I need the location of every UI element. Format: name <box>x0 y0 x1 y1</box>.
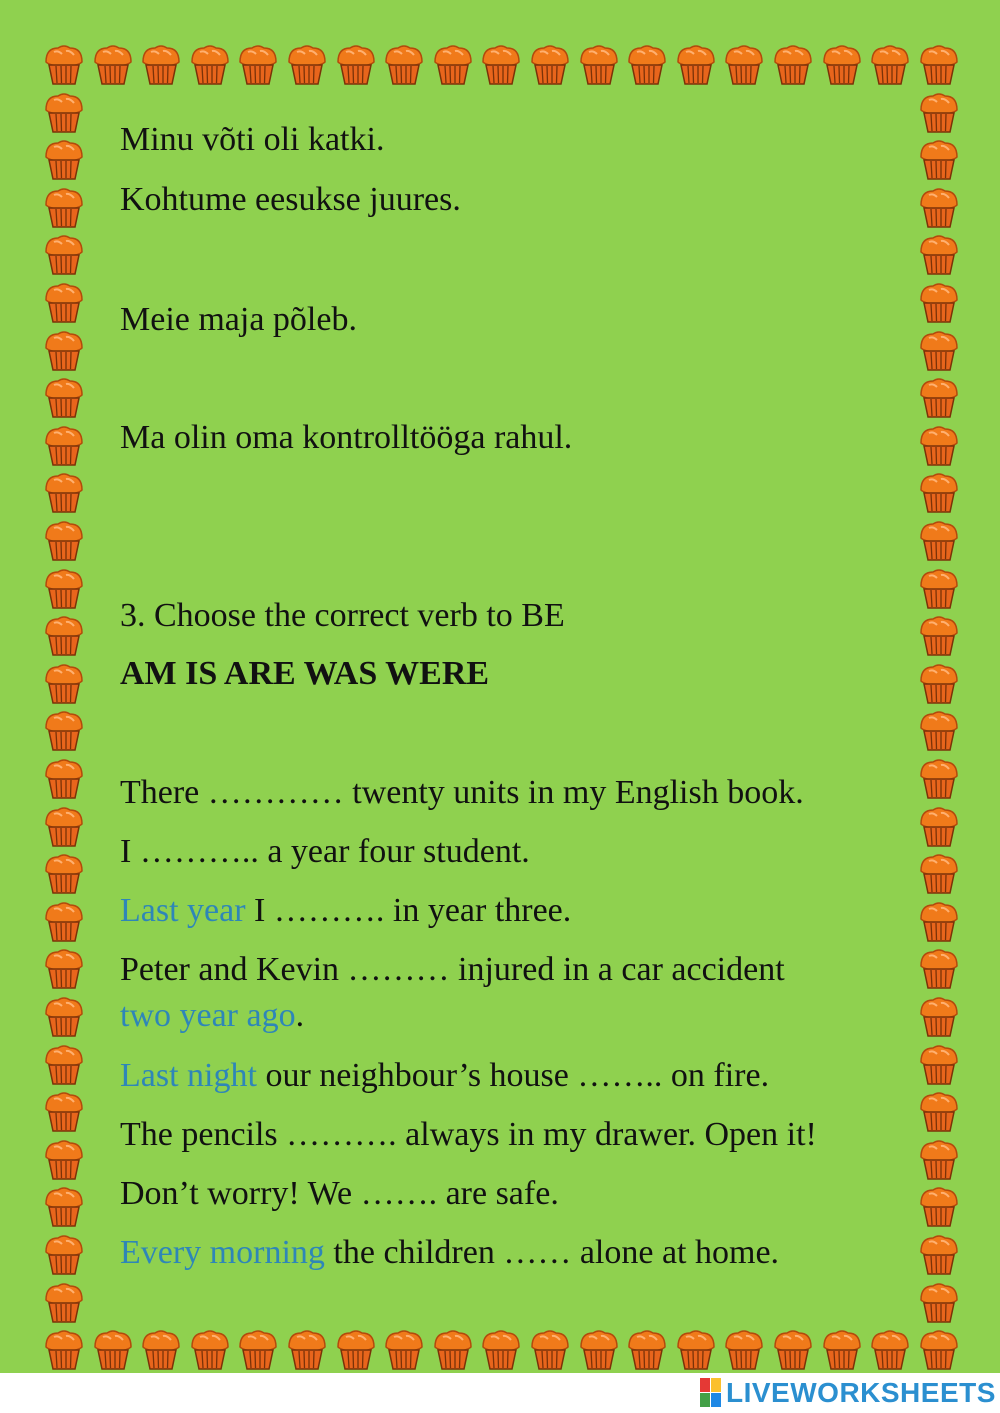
muffin-icon <box>917 946 961 990</box>
muffin-icon <box>917 756 961 800</box>
sentence-6 <box>120 1115 817 1155</box>
muffin-icon <box>917 185 961 229</box>
muffin-icon <box>188 1327 232 1371</box>
muffin-icon <box>188 42 232 86</box>
muffin-icon <box>917 232 961 276</box>
muffin-icon <box>917 1232 961 1276</box>
muffin-icon <box>334 1327 378 1371</box>
muffin-icon <box>917 280 961 324</box>
muffin-icon <box>139 1327 183 1371</box>
muffin-icon <box>479 42 523 86</box>
sentence-7-text: Don’t worry! We ……. are safe. <box>120 1175 559 1212</box>
muffin-icon <box>42 566 86 610</box>
muffin-icon <box>42 328 86 372</box>
muffin-icon <box>42 1327 86 1371</box>
muffin-icon <box>577 42 621 86</box>
muffin-icon <box>42 1089 86 1133</box>
muffin-icon <box>42 1042 86 1086</box>
estonian-line-3: Meie maja põleb. <box>120 301 357 338</box>
muffin-icon <box>42 1184 86 1228</box>
muffin-icon <box>917 1327 961 1371</box>
muffin-icon <box>625 1327 669 1371</box>
muffin-icon <box>431 1327 475 1371</box>
muffin-icon <box>42 423 86 467</box>
liveworksheets-logo-icon <box>700 1378 722 1408</box>
muffin-icon <box>917 1280 961 1324</box>
sentence-5-highlight: Last night <box>120 1057 257 1094</box>
muffin-icon <box>42 994 86 1038</box>
sentence-7 <box>120 1174 559 1214</box>
muffin-icon <box>917 899 961 943</box>
muffin-icon <box>42 42 86 86</box>
muffin-icon <box>917 994 961 1038</box>
verb-options: AM IS ARE WAS WERE <box>120 655 490 692</box>
sentence-5-text: our neighbour’s house …….. on fire. <box>256 1057 770 1094</box>
sentence-8-text: the children …… alone at home. <box>324 1234 780 1271</box>
muffin-icon <box>917 1042 961 1086</box>
sentence-8 <box>120 1233 779 1273</box>
sentence-4-text: Peter and Kevin ……… injured in a car accident <box>120 951 785 988</box>
muffin-icon <box>674 42 718 86</box>
muffin-icon <box>722 42 766 86</box>
muffin-icon <box>820 1327 864 1371</box>
sentence-1 <box>120 773 804 813</box>
muffin-icon <box>771 42 815 86</box>
sentence-8-highlight: Every morning <box>120 1234 325 1271</box>
muffin-icon <box>917 804 961 848</box>
muffin-icon <box>722 1327 766 1371</box>
muffin-icon <box>917 613 961 657</box>
muffin-icon <box>479 1327 523 1371</box>
muffin-icon <box>917 518 961 562</box>
muffin-icon <box>917 661 961 705</box>
muffin-icon <box>42 946 86 990</box>
muffin-icon <box>42 1280 86 1324</box>
muffin-icon <box>917 90 961 134</box>
sentence-2-text: I ……….. a year four student. <box>120 833 530 870</box>
muffin-icon <box>42 232 86 276</box>
muffin-icon <box>91 42 135 86</box>
muffin-icon <box>42 851 86 895</box>
sentence-3-text: I ………. in year three. <box>245 892 572 929</box>
sentence-1-text: There ………… twenty units in my English book. <box>120 774 804 811</box>
muffin-icon <box>42 518 86 562</box>
sentence-4-continued <box>120 996 304 1036</box>
muffin-icon <box>674 1327 718 1371</box>
muffin-icon <box>431 42 475 86</box>
muffin-icon <box>528 42 572 86</box>
muffin-icon <box>42 756 86 800</box>
sentence-4b-highlight: two year ago <box>120 997 296 1034</box>
liveworksheets-logo[interactable] <box>700 1376 996 1410</box>
muffin-icon <box>917 851 961 895</box>
muffin-icon <box>917 375 961 419</box>
muffin-icon <box>42 1137 86 1181</box>
muffin-icon <box>236 1327 280 1371</box>
sentence-2 <box>120 832 530 872</box>
muffin-icon <box>917 1137 961 1181</box>
muffin-icon <box>771 1327 815 1371</box>
muffin-icon <box>42 470 86 514</box>
muffin-icon <box>285 42 329 86</box>
muffin-icon <box>868 1327 912 1371</box>
muffin-icon <box>285 1327 329 1371</box>
muffin-icon <box>42 661 86 705</box>
muffin-icon <box>917 470 961 514</box>
muffin-icon <box>42 280 86 324</box>
muffin-icon <box>625 42 669 86</box>
muffin-icon <box>334 42 378 86</box>
muffin-icon <box>42 375 86 419</box>
liveworksheets-brand-text: LIVEWORKSHEETS <box>726 1377 996 1408</box>
muffin-icon <box>917 1089 961 1133</box>
muffin-icon <box>42 1232 86 1276</box>
sentence-5 <box>120 1056 769 1096</box>
muffin-icon <box>382 1327 426 1371</box>
muffin-icon <box>917 566 961 610</box>
estonian-line-1: Minu võti oli katki. <box>120 121 385 158</box>
muffin-icon <box>820 42 864 86</box>
muffin-icon <box>139 42 183 86</box>
muffin-icon <box>577 1327 621 1371</box>
sentence-3 <box>120 891 571 931</box>
muffin-icon <box>42 899 86 943</box>
muffin-icon <box>382 42 426 86</box>
muffin-icon <box>917 423 961 467</box>
muffin-icon <box>42 804 86 848</box>
muffin-icon <box>917 42 961 86</box>
muffin-icon <box>236 42 280 86</box>
estonian-line-2: Kohtume eesukse juures. <box>120 181 461 218</box>
muffin-icon <box>917 137 961 181</box>
exercise-3-title: 3. Choose the correct verb to BE <box>120 597 565 634</box>
sentence-3-highlight: Last year <box>120 892 246 929</box>
muffin-icon <box>917 708 961 752</box>
muffin-icon <box>91 1327 135 1371</box>
sentence-4b-text: . <box>295 997 305 1034</box>
estonian-line-4: Ma olin oma kontrolltööga rahul. <box>120 419 573 456</box>
muffin-icon <box>42 613 86 657</box>
muffin-icon <box>42 137 86 181</box>
muffin-icon <box>42 90 86 134</box>
muffin-icon <box>528 1327 572 1371</box>
muffin-icon <box>868 42 912 86</box>
muffin-icon <box>42 185 86 229</box>
muffin-icon <box>917 328 961 372</box>
sentence-4 <box>120 950 785 990</box>
muffin-icon <box>42 708 86 752</box>
muffin-icon <box>917 1184 961 1228</box>
sentence-6-text: The pencils ………. always in my drawer. Open it! <box>120 1116 817 1153</box>
